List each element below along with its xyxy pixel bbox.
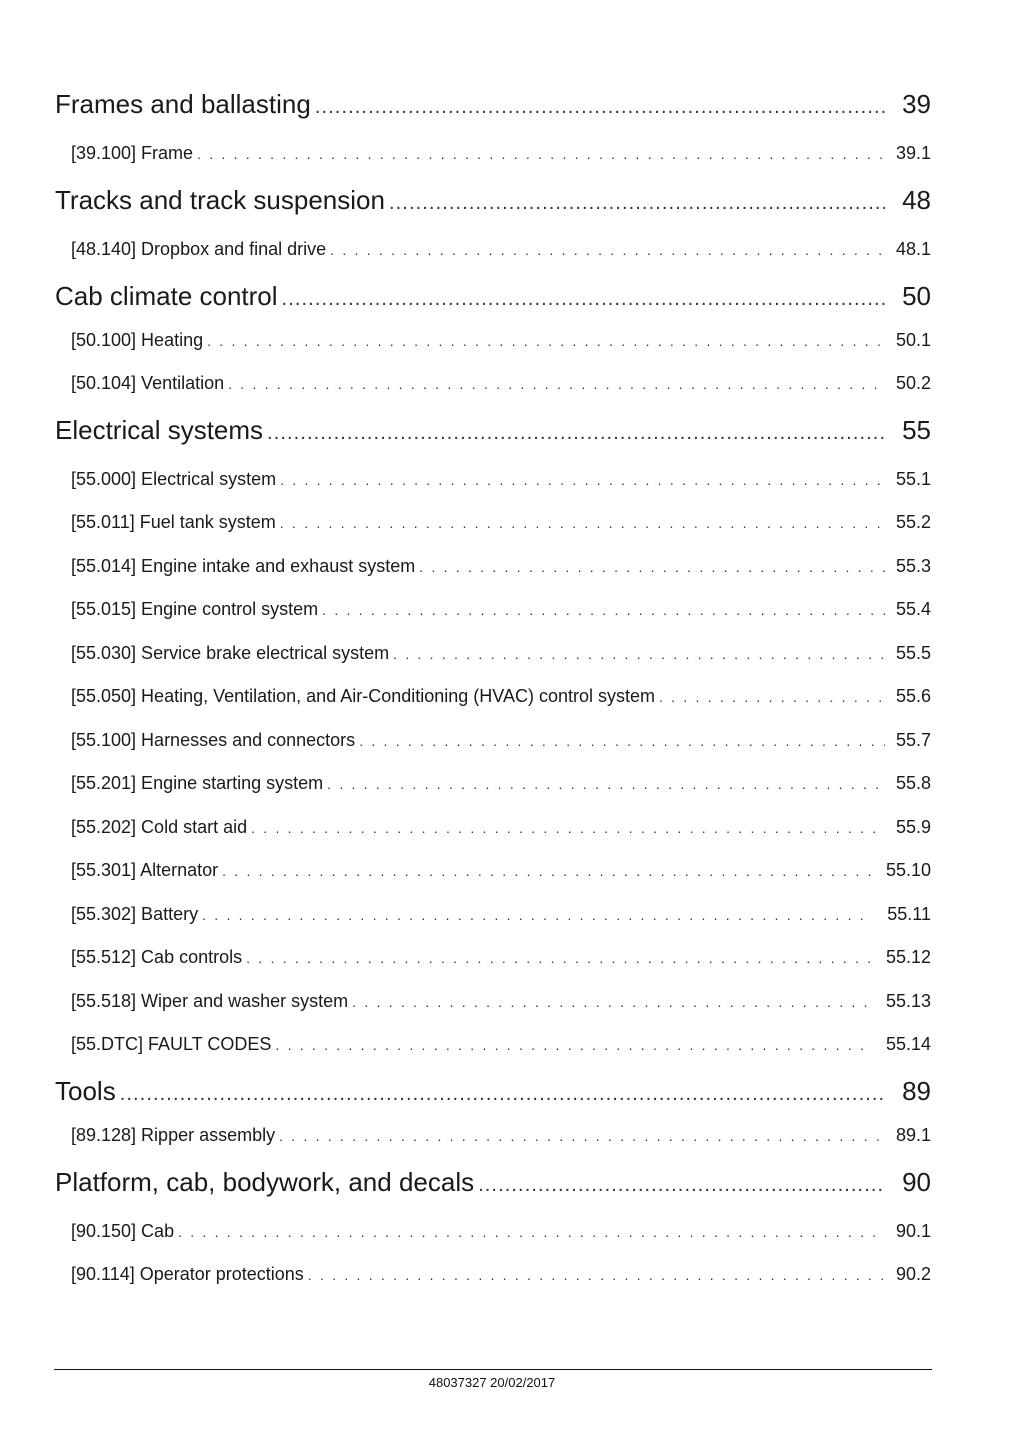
toc-section-entry[interactable] xyxy=(55,904,931,925)
section-page-number: 90.1 xyxy=(895,1221,931,1241)
dot-leader xyxy=(246,950,873,966)
section-title: [55.050] Heating, Ventilation, and Air-Conditioning (HVAC) control system xyxy=(71,686,655,706)
section-title: [55.518] Wiper and washer system xyxy=(71,991,349,1011)
section-page-number: 55.10 xyxy=(885,860,931,880)
dot-leader xyxy=(359,733,885,749)
dot-leader xyxy=(419,559,885,575)
toc-section-entry[interactable] xyxy=(55,1221,931,1242)
dot-leader xyxy=(315,96,885,119)
toc-section-entry[interactable] xyxy=(55,373,931,394)
section-title: [55.302] Battery xyxy=(71,904,199,924)
toc-section-entry[interactable] xyxy=(55,643,931,664)
section-page-number: 55.4 xyxy=(895,599,931,619)
toc-section-entry[interactable] xyxy=(55,330,931,351)
section-page-number: 50.1 xyxy=(895,330,931,350)
chapter-page-number: 55 xyxy=(902,415,931,445)
toc-chapter-entry[interactable] xyxy=(55,415,931,446)
dot-leader xyxy=(267,422,885,445)
chapter-title: Cab climate control xyxy=(55,281,278,311)
section-title: [55.DTC] FAULT CODES xyxy=(71,1034,272,1054)
dot-leader xyxy=(393,646,885,662)
section-title: [55.030] Service brake electrical system xyxy=(71,643,390,663)
toc-section-entry[interactable] xyxy=(55,1264,931,1285)
dot-leader xyxy=(275,1037,873,1053)
section-title: [39.100] Frame xyxy=(71,143,194,163)
toc-section-entry[interactable] xyxy=(55,599,931,620)
section-page-number: 48.1 xyxy=(895,239,931,259)
dot-leader xyxy=(478,1174,885,1197)
section-title: [55.201] Engine starting system xyxy=(71,773,324,793)
chapter-page-number: 48 xyxy=(902,185,931,215)
section-title: [55.100] Harnesses and connectors xyxy=(71,730,356,750)
dot-leader xyxy=(280,472,885,488)
toc-section-entry[interactable] xyxy=(55,991,931,1012)
toc-chapter-entry[interactable] xyxy=(55,1076,931,1107)
toc-section-entry[interactable] xyxy=(55,512,931,533)
section-page-number: 55.12 xyxy=(885,947,931,967)
chapter-title: Frames and ballasting xyxy=(55,89,311,119)
section-page-number: 55.3 xyxy=(895,556,931,576)
section-page-number: 90.2 xyxy=(895,1264,931,1284)
dot-leader xyxy=(659,689,885,705)
section-page-number: 55.5 xyxy=(895,643,931,663)
section-title: [55.015] Engine control system xyxy=(71,599,319,619)
toc-section-entry[interactable] xyxy=(55,730,931,751)
section-title: [55.202] Cold start aid xyxy=(71,817,248,837)
dot-leader xyxy=(352,994,873,1010)
dot-leader xyxy=(330,242,885,258)
section-page-number: 55.1 xyxy=(895,469,931,489)
dot-leader xyxy=(202,907,873,923)
section-title: [48.140] Dropbox and final drive xyxy=(71,239,327,259)
section-title: [89.128] Ripper assembly xyxy=(71,1125,276,1145)
chapter-title: Electrical systems xyxy=(55,415,264,445)
section-page-number: 89.1 xyxy=(895,1125,931,1145)
toc-section-entry[interactable] xyxy=(55,143,931,164)
toc-section-entry[interactable] xyxy=(55,556,931,577)
section-title: [55.014] Engine intake and exhaust system xyxy=(71,556,416,576)
dot-leader xyxy=(389,192,885,215)
dot-leader xyxy=(228,376,885,392)
chapter-title: Tools xyxy=(55,1076,116,1106)
toc-section-entry[interactable] xyxy=(55,817,931,838)
footer-doc-id: 48037327 20/02/2017 xyxy=(428,1375,556,1390)
section-title: [90.150] Cab xyxy=(71,1221,175,1241)
toc-chapter-entry[interactable] xyxy=(55,89,931,120)
dot-leader xyxy=(322,602,885,618)
section-title: [55.512] Cab controls xyxy=(71,947,243,967)
section-page-number: 55.14 xyxy=(885,1034,931,1054)
chapter-page-number: 89 xyxy=(902,1076,931,1106)
section-title: [90.114] Operator protections xyxy=(71,1264,304,1284)
toc-section-entry[interactable] xyxy=(55,860,931,881)
section-page-number: 50.2 xyxy=(895,373,931,393)
dot-leader xyxy=(308,1267,885,1283)
section-page-number: 55.8 xyxy=(895,773,931,793)
dot-leader xyxy=(178,1224,885,1240)
section-page-number: 55.6 xyxy=(895,686,931,706)
dot-leader xyxy=(279,1128,885,1144)
chapter-title: Tracks and track suspension xyxy=(55,185,385,215)
toc-section-entry[interactable] xyxy=(55,469,931,490)
toc-section-entry[interactable] xyxy=(55,1034,931,1055)
toc-section-entry[interactable] xyxy=(55,773,931,794)
section-title: [50.100] Heating xyxy=(71,330,204,350)
section-page-number: 55.7 xyxy=(895,730,931,750)
dot-leader xyxy=(222,863,873,879)
section-title: [55.011] Fuel tank system xyxy=(71,512,276,532)
section-title: [50.104] Ventilation xyxy=(71,373,225,393)
chapter-page-number: 90 xyxy=(902,1167,931,1197)
dot-leader xyxy=(280,515,885,531)
chapter-page-number: 39 xyxy=(902,89,931,119)
toc-section-entry[interactable] xyxy=(55,239,931,260)
dot-leader xyxy=(120,1083,885,1106)
section-title: [55.301] Alternator xyxy=(71,860,219,880)
footer-divider xyxy=(54,1369,932,1370)
toc-section-entry[interactable] xyxy=(55,686,931,707)
dot-leader xyxy=(251,820,885,836)
dot-leader xyxy=(197,146,885,162)
section-page-number: 39.1 xyxy=(895,143,931,163)
chapter-page-number: 50 xyxy=(902,281,931,311)
toc-chapter-entry[interactable] xyxy=(55,1167,931,1198)
section-page-number: 55.11 xyxy=(887,904,931,924)
toc-section-entry[interactable] xyxy=(55,1125,931,1146)
section-page-number: 55.9 xyxy=(895,817,931,837)
dot-leader xyxy=(282,288,885,311)
toc-chapter-entry[interactable] xyxy=(55,281,931,312)
section-page-number: 55.2 xyxy=(895,512,931,532)
dot-leader xyxy=(207,333,885,349)
toc-section-entry[interactable] xyxy=(55,947,931,968)
chapter-title: Platform, cab, bodywork, and decals xyxy=(55,1167,475,1197)
dot-leader xyxy=(327,776,885,792)
toc-chapter-entry[interactable] xyxy=(55,185,931,216)
section-page-number: 55.13 xyxy=(885,991,931,1011)
section-title: [55.000] Electrical system xyxy=(71,469,277,489)
